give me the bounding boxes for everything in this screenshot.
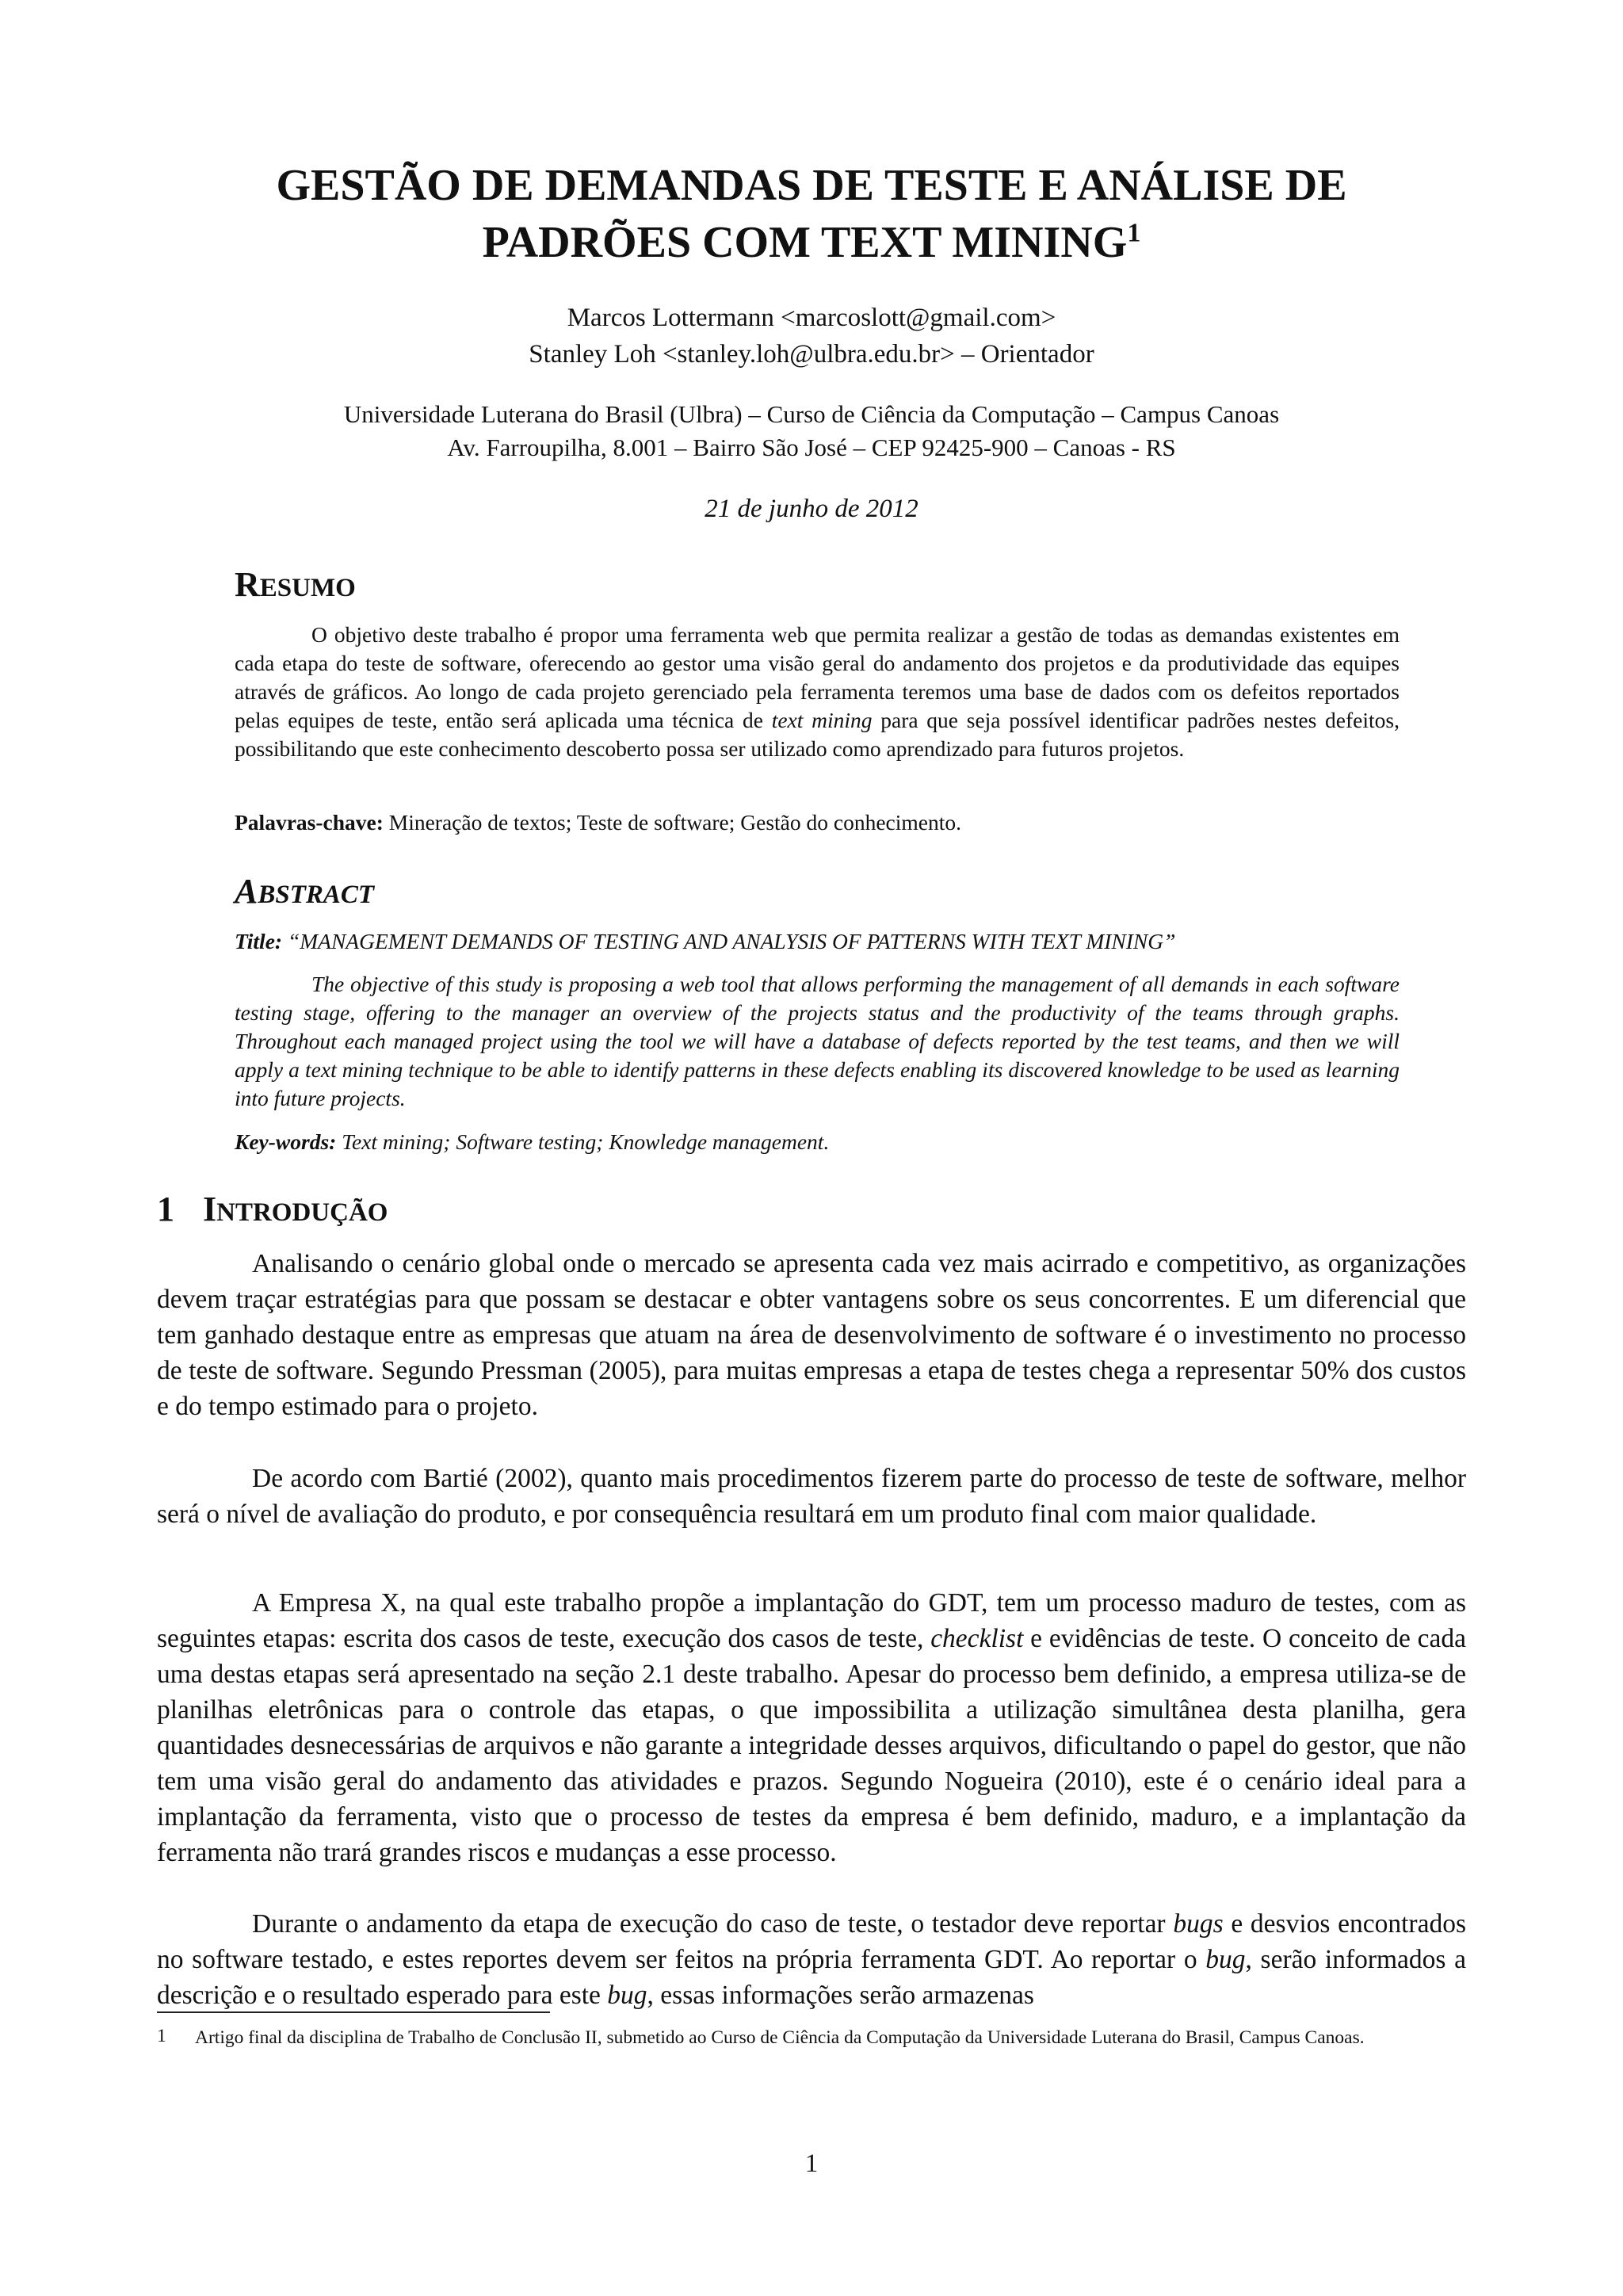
institution-block — [158, 398, 1465, 464]
abstract-title-text: “MANAGEMENT DEMANDS OF TESTING AND ANALYSIS OF PATTERNS WITH TEXT MINING” — [282, 929, 1176, 953]
title-line-1: GESTÃO DE DEMANDAS DE TESTE E ANÁLISE DE — [276, 161, 1347, 210]
intro-heading-rest: NTRODUÇÃO — [216, 1198, 388, 1227]
paper-title — [158, 157, 1465, 271]
resumo-body-italic: text mining — [771, 708, 873, 732]
resumo-keywords-label: Palavras-chave: — [235, 810, 384, 835]
footnote-number: 1 — [157, 2026, 166, 2046]
resumo-body — [235, 621, 1400, 763]
intro-p4-text-a: Durante o andamento da etapa de execução do caso de teste, o testador deve reportar — [252, 1909, 1174, 1939]
abstract-title-label: Title: — [235, 929, 283, 953]
abstract-heading — [235, 871, 374, 911]
abstract-keywords — [235, 1128, 1400, 1156]
footnote-text: Artigo final da disciplina de Trabalho de Conclusão II, submetido ao Curso de Ciência da Computação da Universidade Luterana do Brasil, Campus Canoas. — [195, 2027, 1365, 2048]
intro-heading-initial: I — [203, 1190, 217, 1228]
author-2: Stanley Loh <stanley.loh@ulbra.edu.br> – Orientador — [529, 340, 1094, 369]
intro-paragraph-4 — [157, 1906, 1466, 2013]
intro-p4-italic-2: bug — [1205, 1945, 1246, 1974]
title-footnote-marker: 1 — [1127, 218, 1141, 248]
resumo-heading-rest: ESUMO — [259, 574, 356, 602]
institution-line-1: Universidade Luterana do Brasil (Ulbra) – Curso de Ciência da Computação – Campus Canoas — [343, 400, 1280, 428]
title-line-2: PADRÕES COM TEXT MINING — [482, 218, 1128, 267]
abstract-body: The objective of this study is proposing a web tool that allows performing the management of all demands in each software testing stage, offering to the manager an overview of the projects status and the productivity of the teams through graphs. Throughout each managed project using the tool we will have a database of defects reported by the test teams, and then we will apply a text mining technique to be able to identify patterns in these defects enabling its discovered knowledge to be used as learning into future projects. — [235, 972, 1400, 1110]
author-list — [238, 300, 1385, 372]
paper-date: 21 de junho de 2012 — [705, 495, 918, 523]
intro-p4-italic-3: bug — [607, 1981, 647, 2010]
intro-p4-text-d: , essas informações serão armazenas — [647, 1981, 1034, 2010]
intro-p3-text-end: e evidências de teste. O conceito de cada uma destas etapas será apresentado na seção 2.1 deste trabalho. Apesar do processo bem definido, a empresa utiliza-se de planilhas eletrônicas para o controle das etapas, o que impossibilita a utilização simultânea desta planilha, gera quantidades desnecessárias de arquivos e não garante a integridade desses arquivos, dificultando o papel do gestor, que não tem uma visão geral do andamento das atividades e prazos. Segundo Nogueira (2010), este é o cenário ideal para a implantação da ferramenta, visto que o processo de testes da empresa é bem definido, maduro, e a implantação da ferramenta não trará grandes riscos e mudanças a esse processo. — [157, 1624, 1466, 1867]
intro-heading-number: 1 — [157, 1190, 174, 1228]
resumo-body-text: O objetivo deste trabalho é propor uma ferramenta web que permita realizar a gestão de todas as demandas existentes em cada etapa do teste de software, oferecendo ao gestor uma visão geral do andamento dos projetos e da produtividade das equipes através de gráficos. Ao longo de cada projeto gerenciado pela ferramenta teremos uma base de dados com os defeitos reportados pelas equipes de teste, então será aplicada uma técnica de — [235, 622, 1400, 732]
abstract-heading-rest: BSTRACT — [258, 881, 375, 909]
resumo-heading-initial: R — [235, 565, 260, 604]
resumo-heading — [235, 564, 356, 605]
resumo-keywords-text: Mineração de textos; Teste de software; Gestão do conhecimento. — [383, 810, 962, 835]
intro-heading — [157, 1189, 388, 1229]
footnote-rule — [157, 2011, 550, 2013]
intro-p4-italic-1: bugs — [1173, 1909, 1224, 1939]
institution-line-2: Av. Farroupilha, 8.001 – Bairro São José – CEP 92425-900 – Canoas - RS — [447, 434, 1176, 461]
resumo-body-text-end: para que seja possível identificar padrões nestes defeitos, possibilitando que este conhecimento descoberto possa ser utilizado como aprendizado para futuros projetos. — [235, 708, 1400, 761]
intro-p3-text: A Empresa X, na qual este trabalho propõe a implantação do GDT, tem um processo maduro de testes, com as seguintes etapas: escrita dos casos de teste, execução dos casos de teste, — [157, 1588, 1466, 1653]
page-number: 1 — [804, 2149, 819, 2178]
intro-paragraph-2: De acordo com Bartié (2002), quanto mais procedimentos fizerem parte do processo de teste de software, melhor será o nível de avaliação do produto, e por consequência resultará em um produto final com maior qualidade. — [157, 1464, 1466, 1529]
intro-paragraph-1: Analisando o cenário global onde o mercado se apresenta cada vez mais acirrado e competitivo, as organizações devem traçar estratégias para que possam se destacar e obter vantagens sobre os seus concorrentes. E um diferencial que tem ganhado destaque entre as empresas que atuam na área de desenvolvimento de software é o investimento no processo de teste de software. Segundo Pressman (2005), para muitas empresas a etapa de testes chega a representar 50% dos custos e do tempo estimado para o projeto. — [157, 1249, 1466, 1421]
intro-p4-text-b: e desvios encontrados no software testado, e estes reportes devem ser feitos na própria ferramenta GDT. Ao reportar o — [157, 1909, 1466, 1974]
abstract-keywords-label: Key-words: — [235, 1129, 337, 1154]
abstract-title — [235, 927, 1400, 956]
intro-p3-italic: checklist — [930, 1624, 1024, 1653]
author-1: Marcos Lottermann <marcoslott@gmail.com> — [567, 304, 1056, 332]
resumo-keywords — [235, 808, 1400, 837]
abstract-keywords-text: Text mining; Software testing; Knowledge management. — [336, 1129, 830, 1154]
intro-paragraph-3 — [157, 1585, 1466, 1870]
intro-p4-text-c: , serão informados a descrição e o resultado esperado para este — [157, 1945, 1466, 2010]
abstract-heading-initial: A — [235, 872, 258, 911]
